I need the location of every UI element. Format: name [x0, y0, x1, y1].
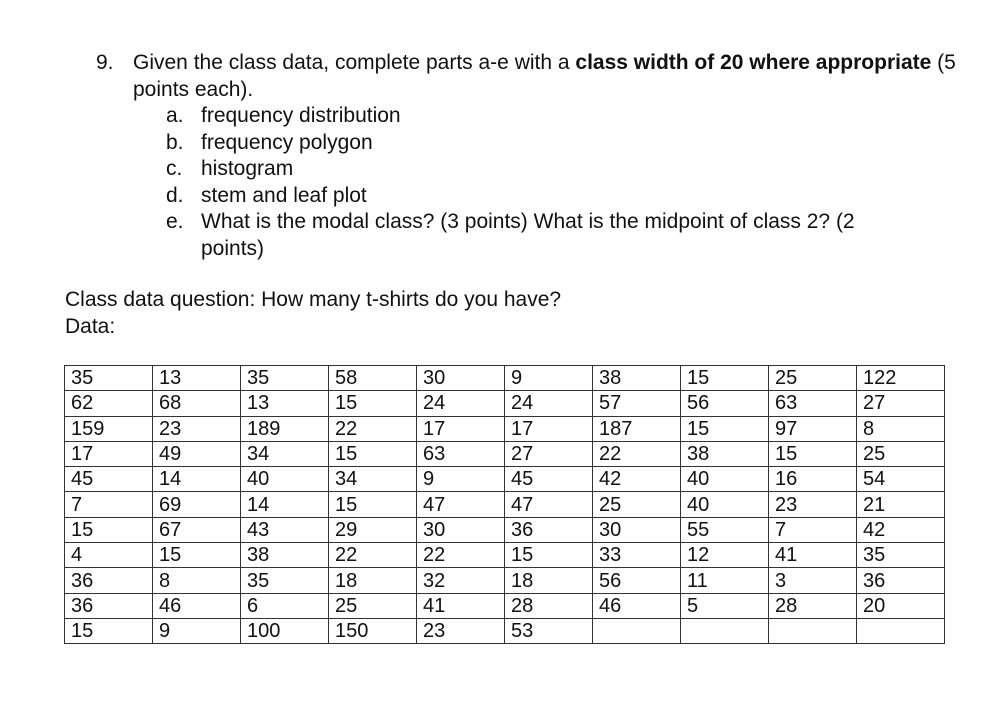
- table-cell: 38: [681, 441, 769, 466]
- table-cell: 35: [241, 568, 329, 593]
- table-cell: 25: [593, 492, 681, 517]
- table-cell: 69: [153, 492, 241, 517]
- table-cell: 58: [329, 366, 417, 391]
- table-cell: 67: [153, 517, 241, 542]
- table-cell: 23: [153, 416, 241, 441]
- table-cell: 97: [769, 416, 857, 441]
- table-cell: 30: [417, 366, 505, 391]
- part-letter: a.: [166, 104, 184, 127]
- table-cell: 41: [417, 593, 505, 618]
- table-cell: 22: [593, 441, 681, 466]
- table-cell: 25: [769, 366, 857, 391]
- table-cell: 40: [241, 467, 329, 492]
- table-cell: 45: [65, 467, 153, 492]
- table-cell: 41: [769, 543, 857, 568]
- table-row: [65, 467, 945, 492]
- table-cell: 56: [681, 391, 769, 416]
- part-c: [166, 156, 956, 183]
- table-cell: 17: [505, 416, 593, 441]
- table-cell: 27: [505, 441, 593, 466]
- table-cell: 9: [417, 467, 505, 492]
- table-cell: 11: [681, 568, 769, 593]
- table-cell: 32: [417, 568, 505, 593]
- parts-list: [166, 103, 956, 262]
- table-cell: 22: [329, 543, 417, 568]
- part-letter: d.: [166, 183, 184, 207]
- table-cell: 187: [593, 416, 681, 441]
- table-cell: 33: [593, 543, 681, 568]
- table-cell: 57: [593, 391, 681, 416]
- table-cell: 3: [769, 568, 857, 593]
- table-cell: 15: [329, 492, 417, 517]
- part-text: What is the modal class? (3 points) What is the midpoint of class 2? (2 points): [201, 210, 855, 260]
- part-letter: c.: [166, 157, 183, 180]
- table-cell: 15: [65, 618, 153, 643]
- table-cell: 24: [505, 391, 593, 416]
- question-text: [133, 50, 956, 103]
- table-cell: 54: [857, 467, 945, 492]
- table-cell: 14: [241, 492, 329, 517]
- table-cell: 15: [681, 416, 769, 441]
- table-cell: 35: [857, 543, 945, 568]
- table-cell: 40: [681, 467, 769, 492]
- question-intro-text: Given the class data, complete parts a-e with a: [133, 51, 576, 74]
- table-cell: 36: [65, 568, 153, 593]
- table-cell: 25: [857, 441, 945, 466]
- table-cell: 63: [417, 441, 505, 466]
- part-d: [166, 183, 956, 210]
- table-cell: 21: [857, 492, 945, 517]
- table-cell: 46: [593, 593, 681, 618]
- table-row: [65, 492, 945, 517]
- table-cell: 36: [505, 517, 593, 542]
- table-row: [65, 618, 945, 643]
- question-intro-tail: (5 points each).: [133, 51, 956, 101]
- table-row: [65, 416, 945, 441]
- data-label: Data:: [65, 315, 116, 338]
- table-row: [65, 517, 945, 542]
- table-cell: [593, 618, 681, 643]
- part-letter: e.: [166, 210, 184, 233]
- part-letter: b.: [166, 130, 184, 154]
- table-cell: 55: [681, 517, 769, 542]
- data-table: [64, 365, 945, 644]
- part-e: [166, 209, 956, 262]
- table-cell: 15: [329, 391, 417, 416]
- table-cell: 23: [769, 492, 857, 517]
- table-cell: 38: [593, 366, 681, 391]
- table-cell: 13: [241, 391, 329, 416]
- table-cell: 42: [593, 467, 681, 492]
- part-text: stem and leaf plot: [201, 183, 367, 207]
- table-cell: 46: [153, 593, 241, 618]
- table-cell: 122: [857, 366, 945, 391]
- table-cell: 20: [857, 593, 945, 618]
- table-cell: 18: [505, 568, 593, 593]
- table-cell: 30: [417, 517, 505, 542]
- table-cell: 150: [329, 618, 417, 643]
- table-cell: 15: [769, 441, 857, 466]
- table-row: [65, 391, 945, 416]
- table-cell: 29: [329, 517, 417, 542]
- table-cell: 189: [241, 416, 329, 441]
- table-cell: 100: [241, 618, 329, 643]
- table-cell: 7: [769, 517, 857, 542]
- table-cell: 15: [505, 543, 593, 568]
- table-cell: 30: [593, 517, 681, 542]
- table-cell: 24: [417, 391, 505, 416]
- table-cell: 47: [417, 492, 505, 517]
- table-cell: 43: [241, 517, 329, 542]
- table-cell: 56: [593, 568, 681, 593]
- part-text: frequency distribution: [201, 104, 401, 127]
- table-cell: 35: [65, 366, 153, 391]
- table-cell: 25: [329, 593, 417, 618]
- table-cell: 17: [65, 441, 153, 466]
- table-cell: 17: [417, 416, 505, 441]
- question-block: [96, 50, 956, 262]
- table-cell: 16: [769, 467, 857, 492]
- class-data-section: [65, 286, 561, 340]
- table-cell: 42: [857, 517, 945, 542]
- part-a: [166, 103, 956, 130]
- table-cell: 45: [505, 467, 593, 492]
- table-cell: 40: [681, 492, 769, 517]
- table-cell: 6: [241, 593, 329, 618]
- table-cell: 15: [65, 517, 153, 542]
- table-row: [65, 543, 945, 568]
- question-intro: [96, 50, 956, 103]
- table-cell: 9: [153, 618, 241, 643]
- table-cell: 22: [329, 416, 417, 441]
- table-cell: 159: [65, 416, 153, 441]
- table-row: [65, 441, 945, 466]
- table-cell: 27: [857, 391, 945, 416]
- table-cell: 7: [65, 492, 153, 517]
- table-cell: 15: [153, 543, 241, 568]
- table-row: [65, 366, 945, 391]
- table-cell: 14: [153, 467, 241, 492]
- table-cell: 36: [857, 568, 945, 593]
- table-cell: 34: [329, 467, 417, 492]
- part-b: [166, 130, 956, 157]
- table-cell: 53: [505, 618, 593, 643]
- question-bold-text: class width of 20 where appropriate: [575, 51, 932, 74]
- table-cell: 12: [681, 543, 769, 568]
- table-cell: 28: [769, 593, 857, 618]
- table-cell: 22: [417, 543, 505, 568]
- table-cell: 15: [681, 366, 769, 391]
- table-row: [65, 568, 945, 593]
- table-cell: 49: [153, 441, 241, 466]
- table-cell: [769, 618, 857, 643]
- table-cell: 38: [241, 543, 329, 568]
- part-text: histogram: [201, 157, 294, 180]
- table-cell: 13: [153, 366, 241, 391]
- table-cell: 8: [857, 416, 945, 441]
- table-cell: 62: [65, 391, 153, 416]
- table-cell: 47: [505, 492, 593, 517]
- table-cell: 9: [505, 366, 593, 391]
- table-cell: [681, 618, 769, 643]
- table-cell: 34: [241, 441, 329, 466]
- table-row: [65, 593, 945, 618]
- table-cell: 63: [769, 391, 857, 416]
- table-cell: 68: [153, 391, 241, 416]
- table-body: [65, 366, 945, 644]
- class-data-question: Class data question: How many t-shirts do you have?: [65, 288, 562, 311]
- question-number: 9.: [96, 51, 114, 74]
- table-cell: [857, 618, 945, 643]
- table-cell: 5: [681, 593, 769, 618]
- part-text: frequency polygon: [201, 130, 373, 154]
- table-cell: 8: [153, 568, 241, 593]
- table-cell: 23: [417, 618, 505, 643]
- table-cell: 18: [329, 568, 417, 593]
- table-cell: 36: [65, 593, 153, 618]
- table-cell: 4: [65, 543, 153, 568]
- table-cell: 15: [329, 441, 417, 466]
- table-cell: 28: [505, 593, 593, 618]
- table-cell: 35: [241, 366, 329, 391]
